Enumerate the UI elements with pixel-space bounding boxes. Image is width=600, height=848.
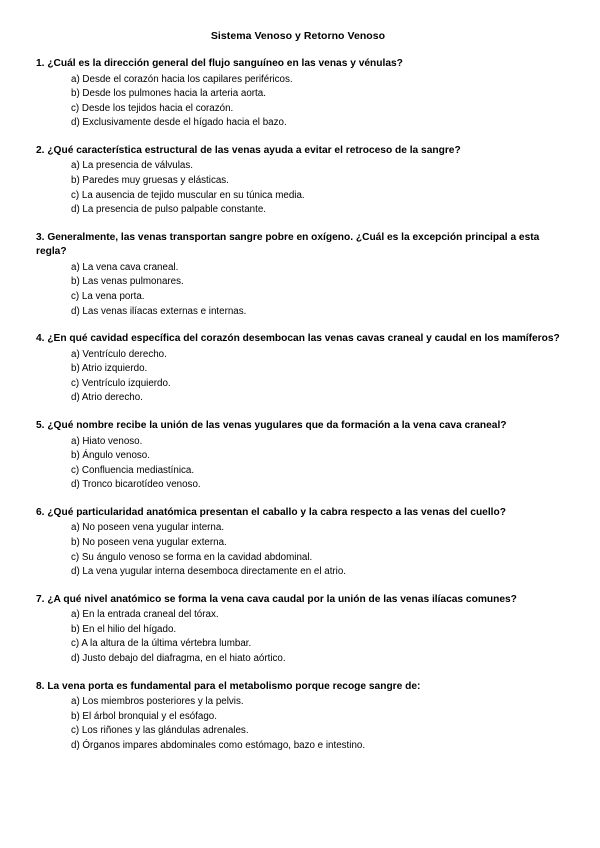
answer-option: c) Los riñones y las glándulas adrenales. — [71, 725, 249, 737]
option-list — [36, 608, 560, 666]
answer-option: d) La vena yugular interna desemboca directamente en el atrio. — [71, 566, 347, 578]
answer-option: d) Órganos impares abdominales como estómago, bazo e intestino. — [71, 739, 366, 751]
answer-option: c) A la altura de la última vértebra lumbar. — [71, 638, 252, 650]
question-block — [36, 680, 560, 754]
question-block — [36, 57, 560, 131]
option-list — [36, 695, 560, 753]
page-title: Sistema Venoso y Retorno Venoso — [210, 30, 386, 42]
answer-option: a) La presencia de válvulas. — [71, 160, 193, 172]
answer-option: d) Exclusivamente desde el hígado hacia el bazo. — [71, 117, 287, 129]
answer-option: a) En la entrada craneal del tórax. — [71, 609, 219, 621]
answer-option: a) La vena cava craneal. — [71, 261, 179, 273]
answer-option: b) Desde los pulmones hacia la arteria aorta. — [71, 88, 266, 100]
question-text: 4. ¿En qué cavidad específica del corazón desembocan las venas cavas craneal y caudal en los mamíferos? — [36, 333, 560, 345]
question-text: 5. ¿Qué nombre recibe la unión de las venas yugulares que da formación a la vena cava craneal? — [36, 420, 507, 431]
question-text: 7. ¿A qué nivel anatómico se forma la vena cava caudal por la unión de las venas ilíacas comunes? — [36, 593, 517, 605]
question-text: 2. ¿Qué característica estructural de las venas ayuda a evitar el retroceso de la sangre? — [36, 144, 461, 156]
answer-option: b) Ángulo venoso. — [71, 450, 150, 462]
answer-option: c) La ausencia de tejido muscular en su túnica media. — [71, 189, 305, 201]
question-list — [36, 57, 560, 754]
answer-option: d) Atrio derecho. — [71, 392, 143, 404]
question-text: 8. La vena porta es fundamental para el metabolismo porque recoge sangre de: — [36, 680, 421, 692]
question-block — [36, 144, 560, 218]
question-block — [36, 419, 560, 493]
answer-option: d) La presencia de pulso palpable constante. — [71, 204, 266, 216]
option-list — [36, 348, 560, 406]
answer-option: b) No poseen vena yugular externa. — [71, 536, 227, 548]
answer-option: b) El árbol bronquial y el esófago. — [71, 710, 217, 722]
option-list — [36, 261, 560, 319]
answer-option: a) Desde el corazón hacia los capilares periféricos. — [71, 73, 293, 85]
answer-option: d) Las venas ilíacas externas e internas. — [71, 305, 247, 317]
question-block — [36, 506, 560, 580]
option-list — [36, 159, 560, 217]
answer-option: c) Su ángulo venoso se forma en la cavidad abdominal. — [71, 551, 313, 563]
answer-option: b) Las venas pulmonares. — [71, 276, 184, 288]
answer-option: c) Desde los tejidos hacia el corazón. — [71, 102, 234, 114]
option-list — [36, 435, 560, 493]
answer-option: c) La vena porta. — [71, 290, 145, 302]
question-text: 6. ¿Qué particularidad anatómica presentan el caballo y la cabra respecto a las venas del cuello? — [36, 506, 506, 518]
answer-option: a) Ventrículo derecho. — [71, 348, 167, 360]
answer-option: a) Hiato venoso. — [71, 435, 143, 447]
option-list — [36, 73, 560, 131]
answer-option: d) Justo debajo del diafragma, en el hiato aórtico. — [71, 653, 286, 665]
answer-option: d) Tronco bicarotídeo venoso. — [71, 479, 201, 491]
answer-option: b) En el hilio del hígado. — [71, 623, 177, 635]
option-list — [36, 521, 560, 579]
answer-option: a) No poseen vena yugular interna. — [71, 522, 225, 534]
answer-option: b) Atrio izquierdo. — [71, 363, 148, 375]
answer-option: c) Confluencia mediastínica. — [71, 464, 195, 476]
question-text: 3. Generalmente, las venas transportan sangre pobre en oxígeno. ¿Cuál es la excepción principal a esta regla? — [36, 231, 540, 258]
answer-option: a) Los miembros posteriores y la pelvis. — [71, 696, 244, 708]
answer-option: b) Paredes muy gruesas y elásticas. — [71, 174, 229, 186]
question-text: 1. ¿Cuál es la dirección general del flujo sanguíneo en las venas y vénulas? — [36, 58, 403, 69]
question-block — [36, 231, 560, 319]
question-block — [36, 593, 560, 667]
question-block — [36, 332, 560, 406]
answer-option: c) Ventrículo izquierdo. — [71, 377, 171, 389]
